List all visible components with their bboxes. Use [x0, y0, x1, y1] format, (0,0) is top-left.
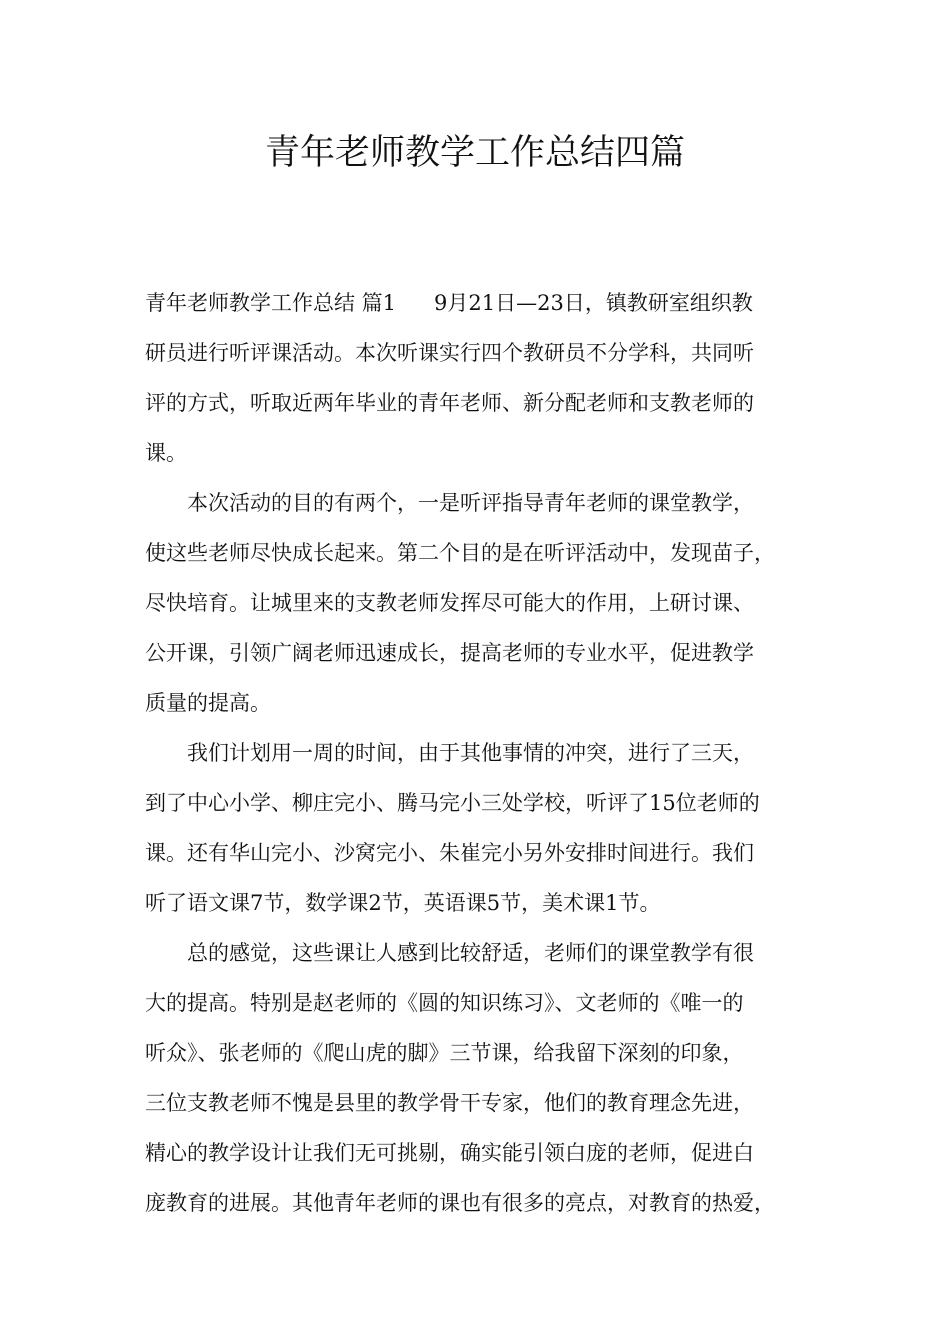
- paragraph-line: 大的提高。特别是赵老师的《圆的知识练习》、文老师的《唯一的: [145, 991, 744, 1015]
- paragraph-line: 课。还有华山完小、沙窝完小、朱崔完小另外安排时间进行。我们: [145, 841, 754, 865]
- paragraph-line: 质量的提高。: [145, 691, 271, 715]
- document-title: 青年老师教学工作总结四篇: [264, 133, 685, 173]
- paragraph-line: 庞教育的进展。其他青年老师的课也有很多的亮点，对教育的热爱，: [145, 1191, 775, 1215]
- paragraph-line: 使这些老师尽快成长起来。第二个目的是在听评活动中，发现苗子，: [145, 541, 775, 565]
- paragraph-line: 课。: [145, 441, 187, 465]
- paragraph-line: 评的方式，听取近两年毕业的青年老师、新分配老师和支教老师的: [145, 391, 754, 415]
- paragraph-line: 总的感觉，这些课让人感到比较舒适，老师们的课堂教学有很: [187, 941, 754, 965]
- paragraph-4: [145, 928, 825, 1228]
- paragraph-line: 三位支教老师不愧是县里的教学骨干专家，他们的教育理念先进，: [145, 1091, 754, 1115]
- paragraph-1: [145, 278, 825, 478]
- section-heading: 青年老师教学工作总结 篇1: [145, 291, 397, 315]
- paragraph-line: 本次活动的目的有两个，一是听评指导青年老师的课堂教学，: [187, 491, 754, 515]
- paragraph-line: 精心的教学设计让我们无可挑剔，确实能引领白庞的老师，促进白: [145, 1141, 754, 1165]
- paragraph-line: 到了中心小学、柳庄完小、腾马完小三处学校，听评了15位老师的: [145, 791, 760, 815]
- paragraph-line: 听了语文课7节，数学课2节，英语课5节，美术课1节。: [145, 891, 661, 915]
- paragraph-line: 研员进行听评课活动。本次听课实行四个教研员不分学科，共同听: [145, 341, 754, 365]
- document-body: [145, 278, 825, 1228]
- paragraph-line: 我们计划用一周的时间，由于其他事情的冲突，进行了三天，: [187, 741, 754, 765]
- paragraph-line: 公开课，引领广阔老师迅速成长，提高老师的专业水平，促进教学: [145, 641, 754, 665]
- paragraph-2: [145, 478, 825, 728]
- paragraph-line: [145, 278, 825, 328]
- line-text: 9月21日—23日，镇教研室组织教: [434, 291, 753, 315]
- paragraph-line: 尽快培育。让城里来的支教老师发挥尽可能大的作用，上研讨课、: [145, 591, 754, 615]
- paragraph-line: 听众》、张老师的《爬山虎的脚》三节课，给我留下深刻的印象，: [145, 1041, 744, 1065]
- paragraph-3: [145, 728, 825, 928]
